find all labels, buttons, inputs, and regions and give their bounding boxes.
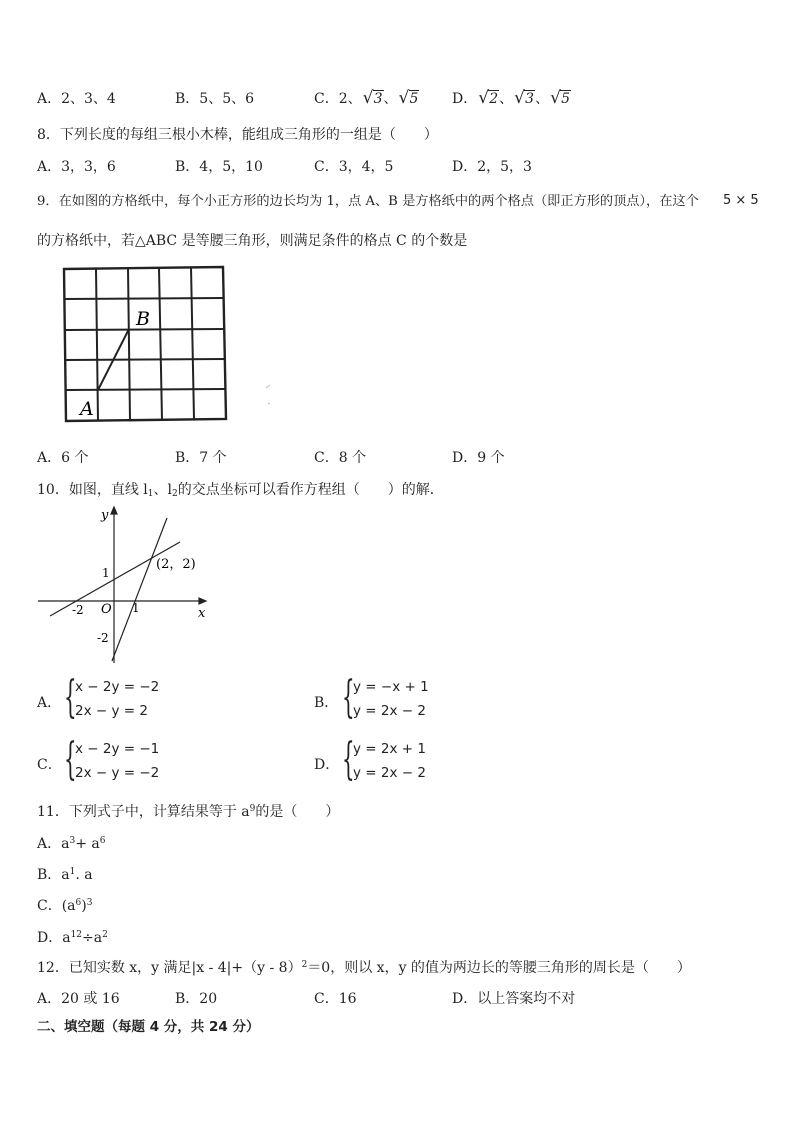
q7-option-d-prefix: D． — [452, 91, 478, 107]
sub-2: 2 — [171, 489, 178, 499]
q11-b-pre: B．a — [37, 867, 70, 883]
brace: { — [64, 734, 77, 785]
label-a: A — [80, 398, 94, 420]
q9-grid-size: 5 × 5 — [723, 193, 759, 208]
q11-option-b — [37, 864, 93, 884]
q10-stem-pre: 10．如图，直线 l — [37, 482, 148, 498]
y-tick-1: 1 — [102, 566, 110, 580]
line-l2 — [112, 518, 167, 661]
scan-mark — [266, 385, 270, 404]
q11-option-d — [37, 927, 108, 947]
section-heading: 二、填空题（每题 4 分，共 24 分） — [37, 1019, 260, 1035]
q10-b-eq2: y = 2x − 2 — [353, 703, 426, 719]
intersection-label: (2，2) — [156, 557, 196, 572]
q10-option-d-label: D． — [314, 757, 340, 773]
q10-c-eq2: 2x − y = −2 — [75, 765, 160, 781]
coordinate-graph — [34, 503, 219, 668]
q7-option-a: A．2、3、4 — [37, 91, 116, 107]
brace: { — [342, 672, 355, 723]
q11-d-pre: D．a — [37, 930, 71, 946]
q7-option-b: B．5、5、6 — [175, 91, 255, 107]
q10-c-eq1: x − 2y = −1 — [75, 741, 160, 757]
q7-option-d — [452, 88, 571, 108]
exp: 12 — [70, 930, 83, 940]
q11-option-c — [37, 895, 92, 915]
x-axis-label: x — [198, 606, 206, 621]
q7-option-c-prefix: C．2、 — [314, 91, 362, 107]
q12-option-a: A．20 或 16 — [37, 991, 120, 1007]
q11-stem-pre: 11．下列式子中，计算结果等于 a — [37, 804, 250, 820]
q11-a-pre: A．a — [37, 836, 70, 852]
sqrt-5: √ 5 — [551, 91, 571, 107]
q10-b-eq1: y = −x + 1 — [353, 679, 429, 695]
q12-stem — [37, 957, 691, 977]
q10-stem-mid: 、l — [153, 482, 172, 498]
q11-stem-post: 的是（ ） — [255, 804, 340, 820]
q8-stem: 8．下列长度的每组三根小木棒，能组成三角形的一组是（ ） — [37, 127, 438, 143]
exp: 3 — [69, 836, 76, 846]
q9-option-d: D．9 个 — [452, 450, 505, 466]
separator: 、 — [535, 91, 550, 107]
q7-option-c — [314, 88, 419, 108]
q10-stem-post: 的交点坐标可以看作方程组（ ）的解． — [177, 482, 444, 498]
q12-stem-pre: 12．已知实数 x，y 满足|x - 4|+（y - 8） — [37, 960, 302, 976]
exp: 6 — [99, 836, 106, 846]
sqrt-3: √ 3 — [515, 91, 535, 107]
brace: { — [342, 734, 355, 785]
q11-b-post: . a — [75, 867, 93, 883]
separator: 、 — [383, 91, 398, 107]
q9-option-b: B．7 个 — [175, 450, 227, 466]
q10-a-eq2: 2x − y = 2 — [75, 703, 148, 719]
brace: { — [64, 672, 77, 723]
q11-c-pre: C．(a — [37, 898, 76, 914]
sqrt-5: √ 5 — [400, 91, 420, 107]
q8-option-b: B．4，5，10 — [175, 159, 263, 175]
exp: 3 — [86, 898, 93, 908]
exp: 2 — [102, 930, 108, 940]
sqrt-2: √ 2 — [479, 91, 499, 107]
q10-option-a-label: A． — [37, 695, 62, 711]
grid-figure — [58, 263, 283, 428]
q12-option-c: C．16 — [314, 991, 357, 1007]
q10-option-c-label: C． — [37, 757, 62, 773]
q10-a-eq1: x − 2y = −2 — [75, 679, 160, 695]
y-axis-arrow — [111, 507, 117, 514]
sub-1: 1 — [147, 489, 154, 499]
exp: 9 — [249, 804, 256, 814]
q9-option-c: C．8 个 — [314, 450, 367, 466]
q10-d-eq2: y = 2x − 2 — [353, 765, 426, 781]
x-tick-1: 1 — [132, 601, 140, 615]
separator: 、 — [499, 91, 514, 107]
x-axis-arrow — [199, 598, 206, 604]
x-tick-neg2: -2 — [72, 603, 84, 617]
y-axis-label: y — [101, 508, 109, 523]
exp: 2 — [301, 960, 308, 970]
y-tick-neg2: -2 — [97, 631, 109, 645]
q8-option-a: A．3，3，6 — [37, 159, 116, 175]
sqrt-3: √ 3 — [364, 91, 384, 107]
q8-option-c: C．3，4，5 — [314, 159, 394, 175]
q12-option-b: B．20 — [175, 991, 218, 1007]
exp: 1 — [69, 867, 76, 877]
q11-c-mid: ) — [81, 898, 87, 914]
q11-d-mid: ÷a — [82, 930, 103, 946]
q11-option-a — [37, 833, 105, 853]
q12-option-d: D．以上答案均不对 — [452, 991, 576, 1007]
q8-option-d: D．2，5，3 — [452, 159, 532, 175]
line-l1 — [50, 542, 180, 616]
q10-option-b-label: B． — [314, 695, 339, 711]
origin-label: O — [101, 602, 112, 617]
q11-stem — [37, 801, 339, 821]
q11-a-mid: + a — [75, 836, 100, 852]
q9-option-a: A．6 个 — [37, 450, 89, 466]
q12-stem-post: ＝0，则以 x，y 的值为两边长的等腰三角形的周长是（ ） — [307, 960, 691, 976]
q10-d-eq1: y = 2x + 1 — [353, 741, 426, 757]
exp: 6 — [75, 898, 82, 908]
q9-stem-line1: 9．在如图的方格纸中，每个小正方形的边长均为 1，点 A、B 是方格纸中的两个格点（即正方形的顶点），在这个 — [37, 194, 699, 209]
label-b: B — [136, 308, 150, 330]
q9-stem-line2: 的方格纸中，若△ABC 是等腰三角形，则满足条件的格点 C 的个数是 — [37, 233, 468, 249]
q10-stem — [37, 479, 444, 499]
